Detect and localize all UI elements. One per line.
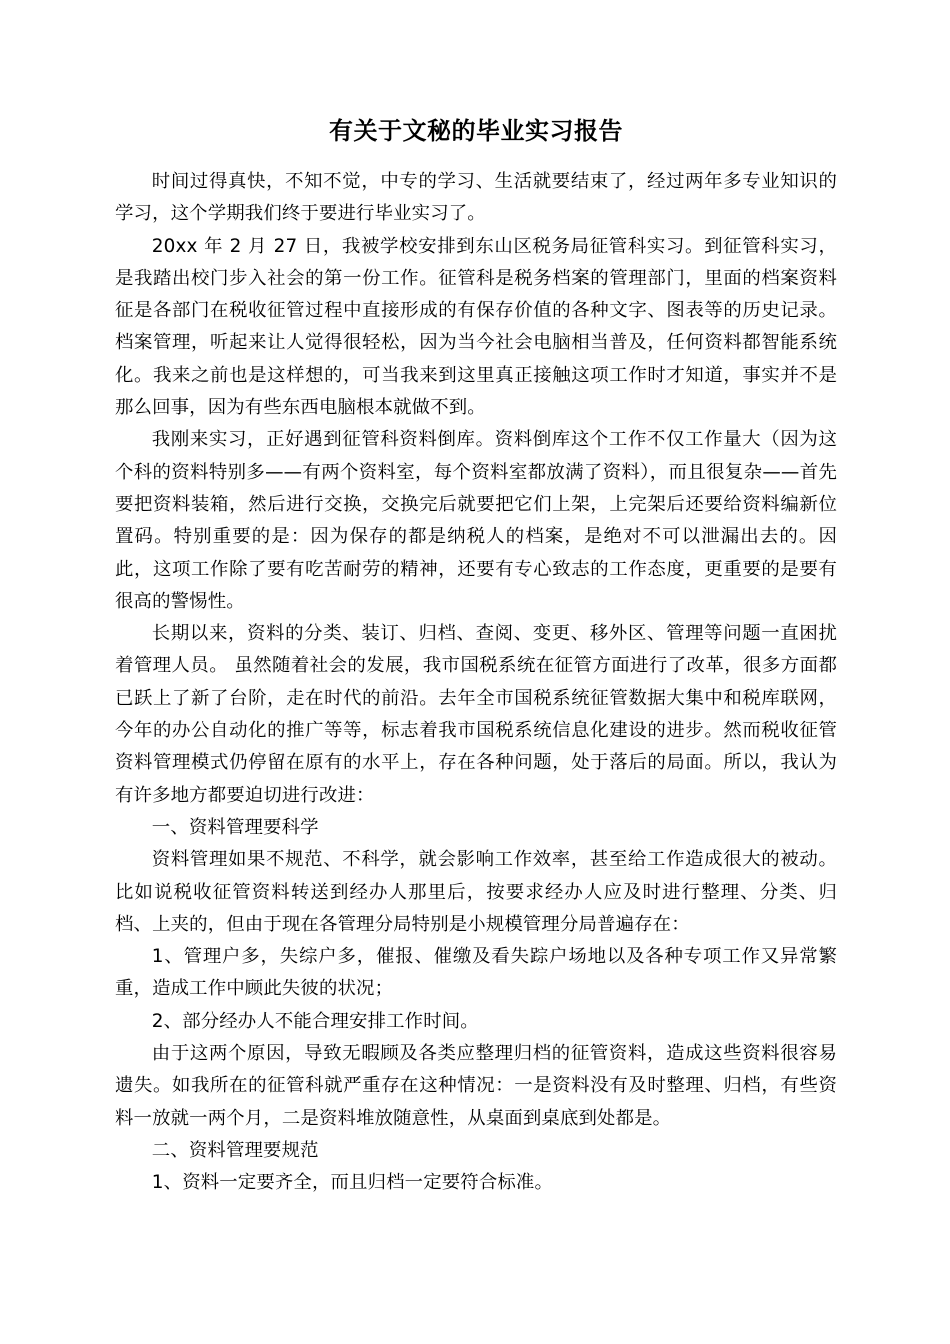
list-item-2: 2、部分经办人不能合理安排工作时间。 — [151, 1010, 479, 1032]
paragraph-scientific-management: 资料管理如果不规范、不科学，就会影响工作效率，甚至给工作造成很大的被动。比如说税收征管资料转送到经办人那里后，按要求经办人应及时进行整理、分类、归档、上夹的，但由于现在各管理分局特别是小规模管理分局普遍存在： — [115, 849, 837, 935]
section-heading-2: 二、资料管理要规范 — [151, 1139, 319, 1161]
paragraph-management-issues: 长期以来，资料的分类、装订、归档、查阅、变更、移外区、管理等问题一直困扰着管理人员。 虽然随着社会的发展，我市国税系统在征管方面进行了改革，很多方面都已跃上了新了台阶，走在时代的前沿。去年全市国税系统征管数据大集中和税库联网，今年的办公自动化的推广等等，标志着我市国税系统信息化建设的进步。然而税收征管资料管理模式仍停留在原有的水平上，存在各种问题，处于落后的局面。所以，我认为有许多地方都要迫切进行改进： — [115, 623, 837, 806]
document-title: 有关于文秘的毕业实习报告 — [329, 117, 623, 145]
paragraph-internship-start: 20xx 年 2 月 27 日，我被学校安排到东山区税务局征管科实习。到征管科实习，是我踏出校门步入社会的第一份工作。征管科是税务档案的管理部门，里面的档案资料征是各部门在税收征管过程中直接形成的有保存价值的各种文字、图表等的历史记录。档案管理，听起来让人觉得很轻松，因为当今社会电脑相当普及，任何资料都智能系统化。我来之前也是这样想的，可当我来到这里真正接触这项工作时才知道，事实并不是那么回事，因为有些东西电脑根本就做不到。 — [115, 235, 837, 419]
section-heading-1: 一、资料管理要科学 — [151, 816, 319, 838]
paragraph-reasons: 由于这两个原因，导致无暇顾及各类应整理归档的征管资料，造成这些资料很容易遗失。如我所在的征管科就严重存在这种情况：一是资料没有及时整理、归档，有些资料一放就一两个月，二是资料堆放随意性，从桌面到桌底到处都是。 — [115, 1043, 837, 1129]
list-item-standards: 1、资料一定要齐全，而且归档一定要符合标准。 — [151, 1172, 554, 1194]
list-item-1: 1、管理户多，失综户多，催报、催缴及看失踪户场地以及各种专项工作又异常繁重，造成工作中顾此失彼的状况； — [115, 946, 837, 1000]
document-page — [115, 112, 837, 1200]
paragraph-intro: 时间过得真快，不知不觉，中专的学习、生活就要结束了，经过两年多专业知识的学习，这个学期我们终于要进行毕业实习了。 — [115, 171, 837, 225]
paragraph-archive-transfer: 我刚来实习，正好遇到征管科资料倒库。资料倒库这个工作不仅工作量大（因为这个科的资料特别多——有两个资料室，每个资料室都放满了资料），而且很复杂——首先要把资料装箱，然后进行交换，交换完后就要把它们上架，上完架后还要给资料编新位置码。特别重要的是：因为保存的都是纳税人的档案，是绝对不可以泄漏出去的。因此，这项工作除了要有吃苦耐劳的精神，还要有专心致志的工作态度，更重要的是要有很高的警惕性。 — [115, 429, 837, 612]
